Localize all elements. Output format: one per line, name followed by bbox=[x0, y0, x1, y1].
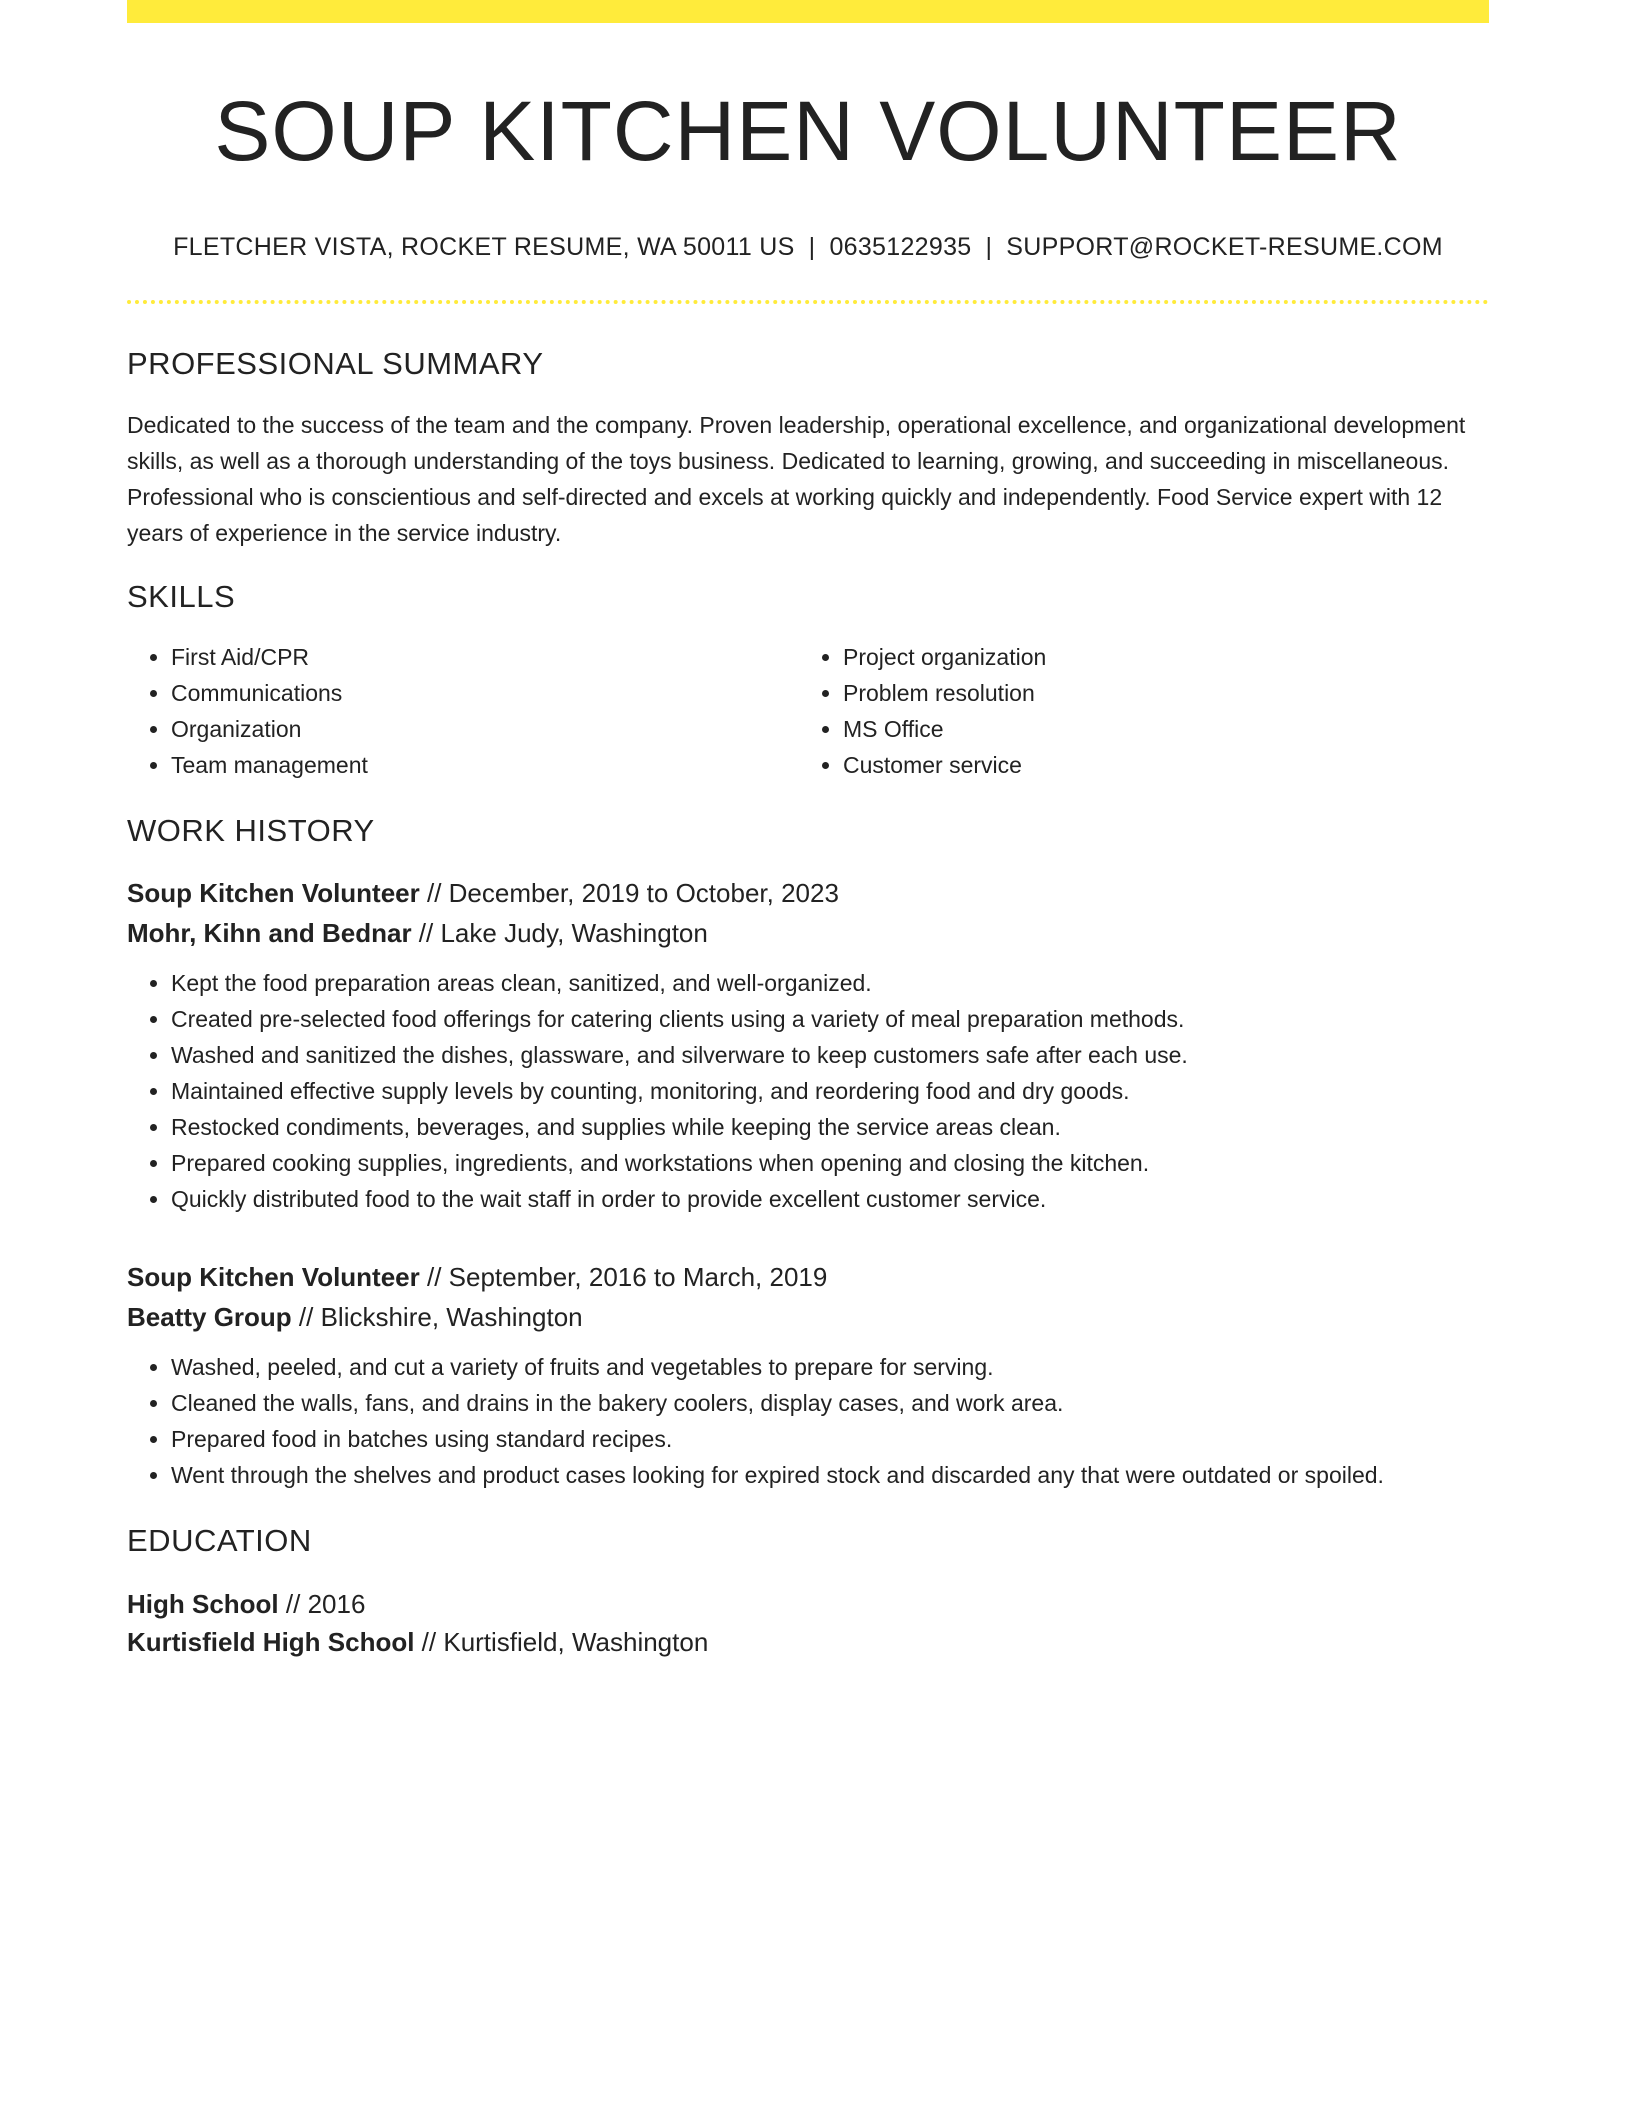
work-history-heading: WORK HISTORY bbox=[127, 813, 375, 849]
job-title-line bbox=[127, 1257, 1489, 1297]
duty-item: • Went through the shelves and product cases looking for expired stock and discarded any that were outdated or spoiled. bbox=[171, 1457, 1489, 1493]
skill-item: • Organization bbox=[171, 711, 799, 747]
duty-item: • Restocked condiments, beverages, and supplies while keeping the service areas clean. bbox=[171, 1109, 1489, 1145]
skill-item: • Customer service bbox=[843, 747, 1471, 783]
skill-item: • First Aid/CPR bbox=[171, 639, 799, 675]
job-company: Mohr, Kihn and Bednar bbox=[127, 918, 412, 949]
duty-item: • Prepared food in batches using standard recipes. bbox=[171, 1421, 1489, 1457]
job-title: Soup Kitchen Volunteer bbox=[127, 878, 420, 909]
duty-item: • Quickly distributed food to the wait staff in order to provide excellent customer service. bbox=[171, 1181, 1489, 1217]
contact-separator: | bbox=[808, 233, 816, 262]
skill-item: • Communications bbox=[171, 675, 799, 711]
education-year: // 2016 bbox=[278, 1589, 366, 1620]
job-dates: // December, 2019 to October, 2023 bbox=[419, 878, 839, 909]
education-degree: High School bbox=[127, 1589, 279, 1620]
skill-item: • Problem resolution bbox=[843, 675, 1471, 711]
job-company-line bbox=[127, 913, 1489, 953]
contact-email: SUPPORT@ROCKET-RESUME.COM bbox=[1006, 233, 1443, 262]
job-company-line bbox=[127, 1297, 1489, 1337]
job-title: Soup Kitchen Volunteer bbox=[127, 1262, 420, 1293]
duty-item: • Washed, peeled, and cut a variety of fruits and vegetables to prepare for serving. bbox=[171, 1349, 1489, 1385]
education-location: // Kurtisfield, Washington bbox=[414, 1627, 709, 1658]
job-location: // Blickshire, Washington bbox=[291, 1302, 583, 1333]
education-heading: EDUCATION bbox=[127, 1523, 312, 1559]
duty-item: • Maintained effective supply levels by counting, monitoring, and reordering food and dry goods. bbox=[171, 1073, 1489, 1109]
duty-item: • Prepared cooking supplies, ingredients, and workstations when opening and closing the kitchen. bbox=[171, 1145, 1489, 1181]
dotted-divider bbox=[127, 300, 1489, 304]
skills-list bbox=[127, 639, 1489, 783]
skill-item: • Team management bbox=[171, 747, 799, 783]
job-location: // Lake Judy, Washington bbox=[411, 918, 708, 949]
job-company: Beatty Group bbox=[127, 1302, 292, 1333]
job-dates: // September, 2016 to March, 2019 bbox=[419, 1262, 828, 1293]
education-school: Kurtisfield High School bbox=[127, 1627, 415, 1658]
skills-column-right bbox=[799, 639, 1471, 783]
accent-bar bbox=[127, 0, 1489, 23]
duty-item: • Washed and sanitized the dishes, glassware, and silverware to keep customers safe after each use. bbox=[171, 1037, 1489, 1073]
education-degree-line bbox=[127, 1585, 1489, 1623]
job-duties bbox=[127, 965, 1489, 1217]
resume-page bbox=[127, 0, 1489, 1661]
summary-heading: PROFESSIONAL SUMMARY bbox=[127, 346, 544, 382]
education-entry bbox=[127, 1585, 1489, 1661]
skill-item: • MS Office bbox=[843, 711, 1471, 747]
skills-heading: SKILLS bbox=[127, 579, 236, 615]
education-school-line bbox=[127, 1623, 1489, 1661]
resume-title: SOUP KITCHEN VOLUNTEER bbox=[214, 84, 1402, 178]
job-title-line bbox=[127, 873, 1489, 913]
contact-phone: 0635122935 bbox=[829, 233, 972, 262]
job-entry bbox=[127, 1257, 1489, 1493]
contact-line bbox=[127, 233, 1489, 262]
skill-item: • Project organization bbox=[843, 639, 1471, 675]
duty-item: • Cleaned the walls, fans, and drains in the bakery coolers, display cases, and work area. bbox=[171, 1385, 1489, 1421]
contact-separator: | bbox=[985, 233, 993, 262]
skills-column-left bbox=[127, 639, 799, 783]
contact-address: FLETCHER VISTA, ROCKET RESUME, WA 50011 US bbox=[173, 233, 795, 262]
job-duties bbox=[127, 1349, 1489, 1493]
duty-item: • Kept the food preparation areas clean, sanitized, and well-organized. bbox=[171, 965, 1489, 1001]
job-entry bbox=[127, 873, 1489, 1217]
duty-item: • Created pre-selected food offerings for catering clients using a variety of meal preparation methods. bbox=[171, 1001, 1489, 1037]
summary-text: Dedicated to the success of the team and the company. Proven leadership, operational excellence, and organizational development skills, as well as a thorough understanding of the toys business. Dedicated to learning, growing, and succeeding in miscellaneous. Professional who is conscientious and self-directed and excels at working quickly and independently. Food Service expert with 12 years of experience in the service industry. bbox=[127, 412, 1466, 547]
